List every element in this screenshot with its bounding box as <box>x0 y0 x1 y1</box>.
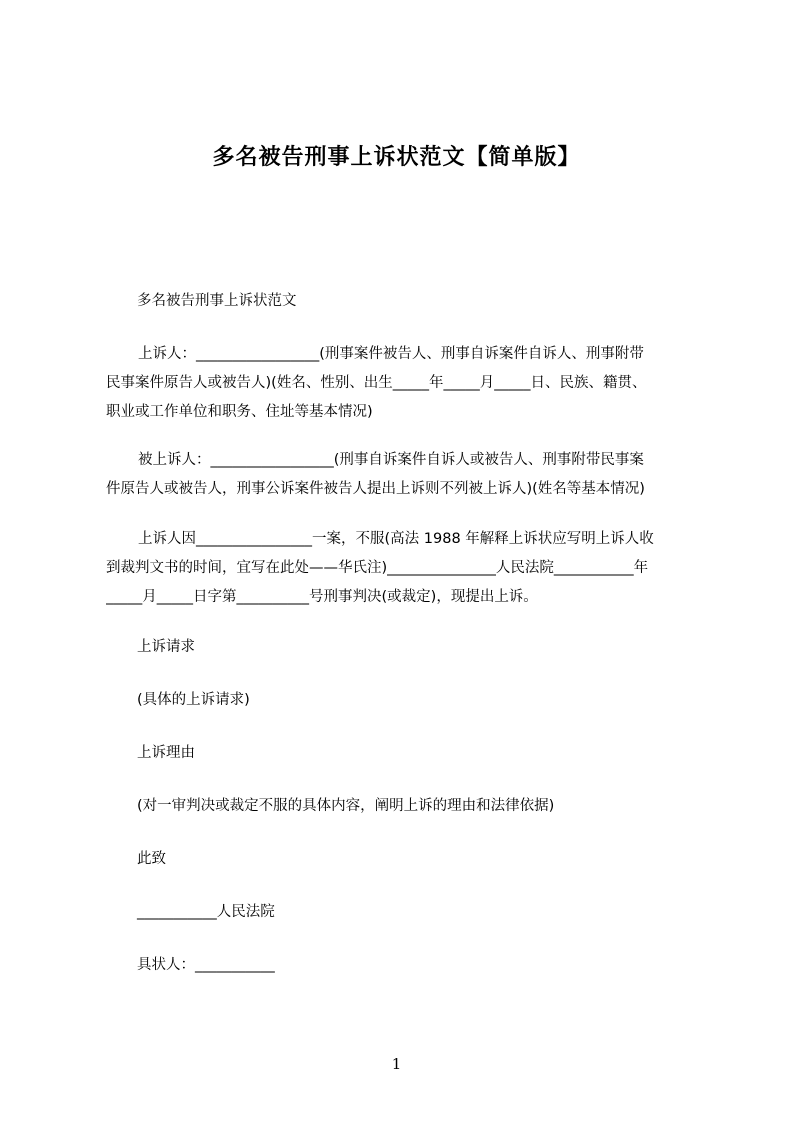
appeal-reason-line: 上诉人因________________一案，不服(高法 1988 年解释上诉状应写明上诉人收 <box>138 531 654 547</box>
appellee-paragraph <box>106 446 700 504</box>
salutation: 此致 <box>137 851 166 867</box>
court-line: ___________人民法院 <box>137 904 275 920</box>
appellant-line: 民事案件原告人或被告人)(姓名、性别、出生_____年_____月_____日、民族、籍贯、 <box>106 375 647 391</box>
appellant-line: 职业或工作单位和职务、住址等基本情况) <box>106 404 373 420</box>
request-heading: 上诉请求 <box>137 639 195 655</box>
grounds-heading: 上诉理由 <box>137 745 195 761</box>
request-body: (具体的上诉请求) <box>137 692 250 708</box>
grounds-body: (对一审判决或裁定不服的具体内容，阐明上诉的理由和法律依据) <box>137 798 555 814</box>
appeal-reason-line: 到裁判文书的时间，宜写在此处——华氏注)_______________人民法院___________年 <box>106 560 649 576</box>
document-subtitle: 多名被告刑事上诉状范文 <box>137 293 297 309</box>
appellee-line: 被上诉人：_________________(刑事自诉案件自诉人或被告人、刑事附带民事案 <box>138 452 644 468</box>
signer-line: 具状人：___________ <box>137 957 275 973</box>
appeal-reason-line: _____月_____日字第__________号刑事判决(或裁定)，现提出上诉。 <box>106 589 538 605</box>
appellee-line: 件原告人或被告人，刑事公诉案件被告人提出上诉则不列被上诉人)(姓名等基本情况) <box>106 481 645 497</box>
appellant-paragraph <box>106 340 700 427</box>
document-title: 多名被告刑事上诉状范文【简单版】 <box>212 145 581 170</box>
appellant-line: 上诉人：_________________(刑事案件被告人、刑事自诉案件自诉人、刑事附带 <box>138 346 644 362</box>
page-number: 1 <box>391 1055 402 1073</box>
appeal-reason-paragraph <box>106 525 700 612</box>
